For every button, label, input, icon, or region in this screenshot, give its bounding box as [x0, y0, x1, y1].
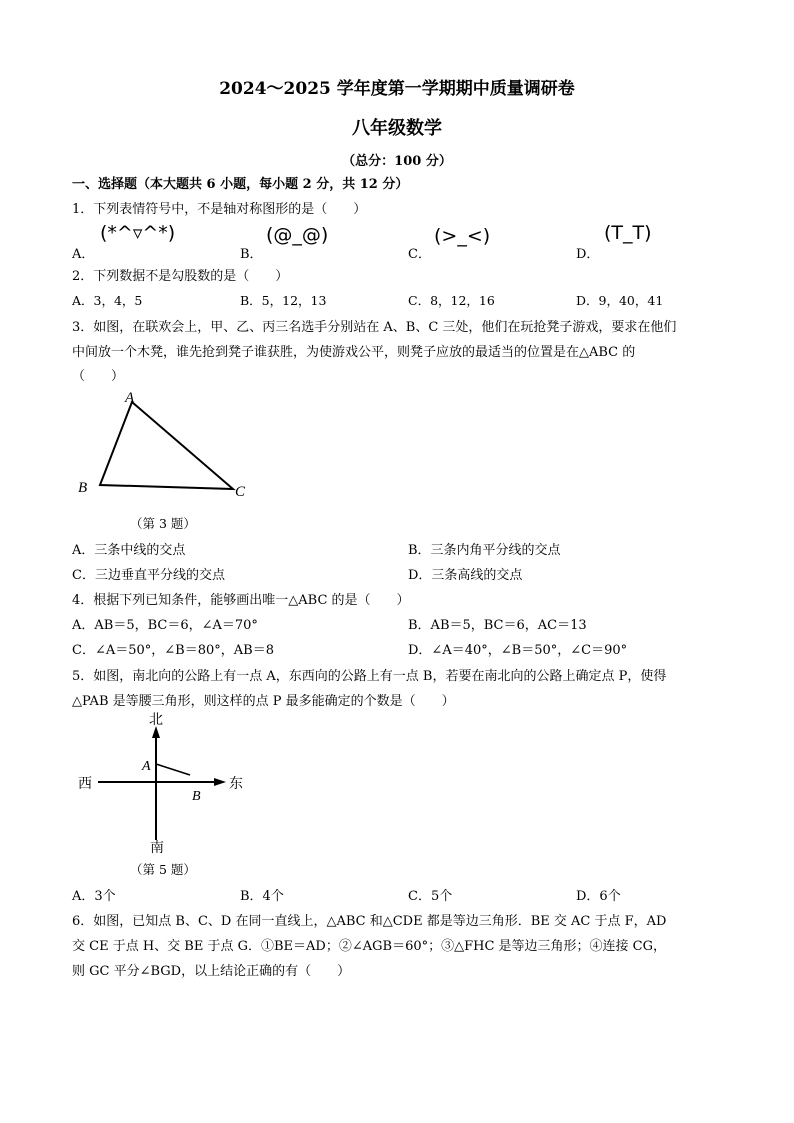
total-score: （总分：100 分） — [342, 154, 452, 169]
q3-figure-caption: （第 3 题） — [130, 516, 196, 531]
q1-option-c-label: C． — [408, 247, 431, 262]
point-a-label: A — [142, 759, 151, 774]
q2-option-b: B．5，12，13 — [240, 293, 327, 308]
q1-option-d-emoticon: (T_T) — [604, 222, 652, 244]
q5-line-1: 5．如图，南北向的公路上有一点 A，东西向的公路上有一点 B，若要在南北向的公路上确定点 P，使得 — [72, 669, 667, 684]
q4-option-d: D．∠A＝40°，∠B＝50°，∠C＝90° — [408, 643, 628, 658]
point-b-label: B — [192, 789, 201, 804]
q5-option-d: D．6个 — [576, 889, 621, 904]
q1-option-a-emoticon: (*^▿^*) — [100, 222, 176, 244]
q4-option-b: B．AB＝5，BC＝6，AC＝13 — [408, 618, 587, 633]
q3-option-d: D．三条高线的交点 — [408, 568, 523, 583]
q1-stem: 1．下列表情符号中，不是轴对称图形的是（ ） — [72, 202, 367, 217]
vertex-c-label: C — [235, 484, 246, 500]
q3-line-1: 3．如图，在联欢会上，甲、乙、丙三名选手分别站在 A、B、C 三处，他们在玩抢凳子游戏，要求在他们 — [72, 320, 677, 335]
q2-stem: 2．下列数据不是勾股数的是（ ） — [72, 269, 289, 284]
q2-option-c: C．8，12，16 — [408, 293, 495, 308]
south-label: 南 — [150, 841, 164, 856]
exam-title: 2024～2025 学年度第一学期期中质量调研卷 — [219, 79, 575, 99]
q5-option-c: C．5个 — [408, 889, 453, 904]
q2-option-a: A．3，4，5 — [72, 293, 143, 308]
q3-option-c: C．三边垂直平分线的交点 — [72, 568, 225, 583]
q1-option-b-emoticon: (@_@) — [266, 224, 329, 246]
q5-figure-caption: （第 5 题） — [130, 862, 196, 877]
q2-option-d: D．9，40，41 — [576, 293, 664, 308]
q1-option-b-label: B． — [240, 247, 263, 262]
q5-line-2: △PAB 是等腰三角形，则这样的点 P 最多能确定的个数是（ ） — [72, 694, 455, 709]
q4-option-c: C．∠A＝50°，∠B＝80°，AB＝8 — [72, 643, 274, 658]
west-label: 西 — [78, 777, 92, 792]
subject-title: 八年级数学 — [352, 118, 442, 139]
q3-line-3: （ ） — [72, 369, 125, 384]
q6-line-1: 6．如图，已知点 B、C、D 在同一直线上，△ABC 和△CDE 都是等边三角形．BE 交 AC 于点 F，AD — [72, 914, 667, 929]
q5-option-a: A．3个 — [72, 889, 116, 904]
q6-line-2: 交 CE 于点 H、交 BE 于点 G．①BE＝AD；②∠AGB＝60°；③△FHC 是等边三角形；④连接 CG， — [72, 939, 667, 954]
q1-option-d-label: D． — [576, 247, 600, 262]
q4-option-a: A．AB＝5，BC＝6，∠A＝70° — [72, 618, 258, 633]
east-arrow-icon — [214, 778, 226, 786]
section-heading: 一、选择题（本大题共 6 小题，每小题 2 分，共 12 分） — [72, 177, 409, 192]
q3-option-a: A．三条中线的交点 — [72, 543, 186, 558]
vertex-b-label: B — [78, 480, 88, 496]
segment-ab — [156, 764, 190, 775]
triangle-abc — [100, 402, 233, 489]
east-label: 东 — [229, 777, 243, 792]
q6-line-3: 则 GC 平分∠BGD，以上结论正确的有（ ） — [72, 964, 351, 979]
q5-road-figure — [72, 712, 262, 857]
north-label: 北 — [149, 713, 163, 728]
q1-option-a-label: A． — [72, 247, 95, 262]
vertex-a-label: A — [125, 390, 135, 406]
q3-line-2: 中间放一个木凳，谁先抢到凳子谁获胜，为使游戏公平，则凳子应放的最适当的位置是在△ABC 的 — [72, 345, 636, 360]
q1-option-c-emoticon: (>_<) — [434, 225, 491, 247]
q3-triangle-figure — [70, 382, 260, 512]
q4-stem: 4．根据下列已知条件，能够画出唯一△ABC 的是（ ） — [72, 593, 410, 608]
q3-option-b: B．三条内角平分线的交点 — [408, 543, 561, 558]
q5-option-b: B．4个 — [240, 889, 284, 904]
